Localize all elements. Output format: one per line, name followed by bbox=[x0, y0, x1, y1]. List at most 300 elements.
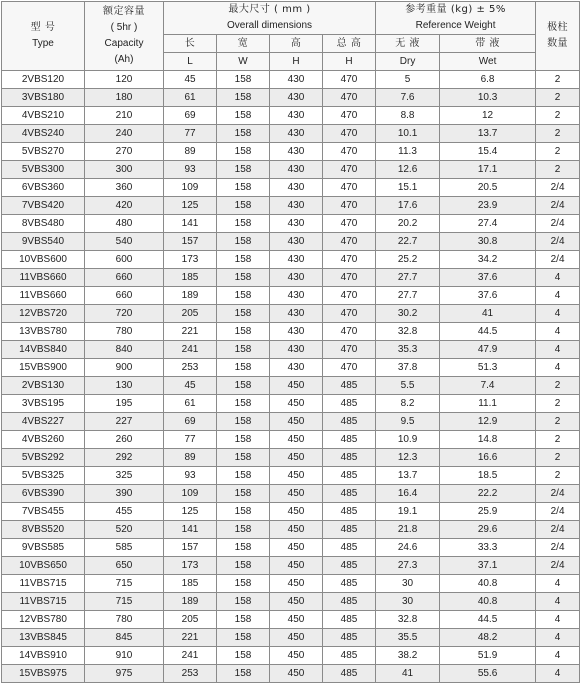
cell-poles: 2 bbox=[536, 377, 580, 395]
cell-height: 450 bbox=[270, 413, 323, 431]
cell-type: 14VBS910 bbox=[2, 647, 85, 665]
cell-height: 450 bbox=[270, 503, 323, 521]
cell-dry-weight: 15.1 bbox=[376, 179, 440, 197]
cell-wet-weight: 37.6 bbox=[440, 269, 536, 287]
cell-type: 15VBS900 bbox=[2, 359, 85, 377]
cell-wet-weight: 12 bbox=[440, 107, 536, 125]
cell-height: 430 bbox=[270, 107, 323, 125]
cell-wet-weight: 44.5 bbox=[440, 323, 536, 341]
cell-dry-weight: 5.5 bbox=[376, 377, 440, 395]
cell-width: 158 bbox=[217, 593, 270, 611]
table-row bbox=[2, 269, 580, 287]
cell-poles: 2/4 bbox=[536, 503, 580, 521]
cell-total-height: 470 bbox=[323, 71, 376, 89]
cell-type: 11VBS660 bbox=[2, 269, 85, 287]
header-length-en: L bbox=[164, 53, 217, 71]
table-row bbox=[2, 107, 580, 125]
cell-length: 89 bbox=[164, 143, 217, 161]
cell-poles: 2 bbox=[536, 143, 580, 161]
cell-total-height: 470 bbox=[323, 179, 376, 197]
cell-poles: 2 bbox=[536, 89, 580, 107]
cell-total-height: 470 bbox=[323, 287, 376, 305]
cell-total-height: 470 bbox=[323, 161, 376, 179]
cell-poles: 2/4 bbox=[536, 557, 580, 575]
cell-wet-weight: 16.6 bbox=[440, 449, 536, 467]
cell-capacity: 840 bbox=[85, 341, 164, 359]
cell-height: 450 bbox=[270, 485, 323, 503]
cell-height: 430 bbox=[270, 179, 323, 197]
cell-wet-weight: 37.1 bbox=[440, 557, 536, 575]
cell-height: 450 bbox=[270, 647, 323, 665]
cell-type: 8VBS480 bbox=[2, 215, 85, 233]
table-row bbox=[2, 287, 580, 305]
cell-width: 158 bbox=[217, 431, 270, 449]
cell-dry-weight: 27.3 bbox=[376, 557, 440, 575]
cell-total-height: 470 bbox=[323, 269, 376, 287]
cell-total-height: 485 bbox=[323, 521, 376, 539]
cell-capacity: 780 bbox=[85, 323, 164, 341]
cell-poles: 4 bbox=[536, 287, 580, 305]
cell-length: 253 bbox=[164, 359, 217, 377]
cell-poles: 2/4 bbox=[536, 179, 580, 197]
cell-capacity: 130 bbox=[85, 377, 164, 395]
cell-total-height: 485 bbox=[323, 665, 376, 683]
cell-length: 93 bbox=[164, 467, 217, 485]
cell-wet-weight: 51.3 bbox=[440, 359, 536, 377]
cell-height: 450 bbox=[270, 575, 323, 593]
header-capacity-unit: (Ah) bbox=[114, 54, 134, 65]
header-total-height-zh: 总 高 bbox=[323, 35, 376, 53]
cell-total-height: 485 bbox=[323, 413, 376, 431]
cell-poles: 2 bbox=[536, 449, 580, 467]
header-dimensions-zh: 最大尺寸 ( mm ) bbox=[228, 4, 311, 15]
cell-height: 430 bbox=[270, 197, 323, 215]
cell-dry-weight: 32.8 bbox=[376, 611, 440, 629]
cell-width: 158 bbox=[217, 377, 270, 395]
cell-length: 45 bbox=[164, 71, 217, 89]
cell-type: 11VBS715 bbox=[2, 575, 85, 593]
cell-wet-weight: 34.2 bbox=[440, 251, 536, 269]
cell-poles: 4 bbox=[536, 629, 580, 647]
cell-capacity: 227 bbox=[85, 413, 164, 431]
cell-height: 450 bbox=[270, 467, 323, 485]
cell-height: 430 bbox=[270, 215, 323, 233]
cell-length: 157 bbox=[164, 233, 217, 251]
cell-total-height: 470 bbox=[323, 323, 376, 341]
table-row bbox=[2, 89, 580, 107]
cell-width: 158 bbox=[217, 323, 270, 341]
cell-width: 158 bbox=[217, 611, 270, 629]
cell-type: 5VBS292 bbox=[2, 449, 85, 467]
cell-dry-weight: 41 bbox=[376, 665, 440, 683]
cell-wet-weight: 13.7 bbox=[440, 125, 536, 143]
cell-height: 450 bbox=[270, 395, 323, 413]
cell-type: 4VBS227 bbox=[2, 413, 85, 431]
cell-wet-weight: 40.8 bbox=[440, 575, 536, 593]
cell-height: 430 bbox=[270, 251, 323, 269]
table-row bbox=[2, 611, 580, 629]
cell-capacity: 660 bbox=[85, 287, 164, 305]
cell-wet-weight: 40.8 bbox=[440, 593, 536, 611]
cell-length: 109 bbox=[164, 179, 217, 197]
cell-type: 13VBS780 bbox=[2, 323, 85, 341]
header-weight-en: Reference Weight bbox=[415, 20, 496, 31]
table-row bbox=[2, 665, 580, 683]
cell-wet-weight: 55.6 bbox=[440, 665, 536, 683]
header-width-zh: 宽 bbox=[217, 35, 270, 53]
header-height-en: H bbox=[270, 53, 323, 71]
cell-width: 158 bbox=[217, 467, 270, 485]
cell-capacity: 292 bbox=[85, 449, 164, 467]
table-row bbox=[2, 359, 580, 377]
cell-total-height: 485 bbox=[323, 467, 376, 485]
cell-dry-weight: 5 bbox=[376, 71, 440, 89]
cell-total-height: 485 bbox=[323, 647, 376, 665]
header-poles-zh-1: 极柱 bbox=[547, 22, 569, 33]
table-row bbox=[2, 449, 580, 467]
cell-wet-weight: 33.3 bbox=[440, 539, 536, 557]
cell-width: 158 bbox=[217, 71, 270, 89]
cell-wet-weight: 18.5 bbox=[440, 467, 536, 485]
cell-total-height: 485 bbox=[323, 485, 376, 503]
cell-height: 430 bbox=[270, 233, 323, 251]
cell-poles: 4 bbox=[536, 341, 580, 359]
cell-capacity: 325 bbox=[85, 467, 164, 485]
cell-capacity: 910 bbox=[85, 647, 164, 665]
cell-length: 205 bbox=[164, 611, 217, 629]
cell-width: 158 bbox=[217, 179, 270, 197]
cell-height: 450 bbox=[270, 449, 323, 467]
cell-width: 158 bbox=[217, 449, 270, 467]
cell-height: 450 bbox=[270, 431, 323, 449]
cell-capacity: 845 bbox=[85, 629, 164, 647]
cell-wet-weight: 41 bbox=[440, 305, 536, 323]
cell-dry-weight: 37.8 bbox=[376, 359, 440, 377]
cell-dry-weight: 11.3 bbox=[376, 143, 440, 161]
table-row bbox=[2, 413, 580, 431]
cell-type: 10VBS600 bbox=[2, 251, 85, 269]
cell-width: 158 bbox=[217, 287, 270, 305]
cell-length: 185 bbox=[164, 269, 217, 287]
cell-type: 2VBS120 bbox=[2, 71, 85, 89]
cell-wet-weight: 30.8 bbox=[440, 233, 536, 251]
cell-height: 430 bbox=[270, 269, 323, 287]
cell-length: 69 bbox=[164, 413, 217, 431]
cell-total-height: 485 bbox=[323, 503, 376, 521]
cell-height: 450 bbox=[270, 557, 323, 575]
cell-length: 61 bbox=[164, 89, 217, 107]
cell-length: 221 bbox=[164, 323, 217, 341]
cell-dry-weight: 16.4 bbox=[376, 485, 440, 503]
cell-wet-weight: 6.8 bbox=[440, 71, 536, 89]
cell-width: 158 bbox=[217, 575, 270, 593]
cell-poles: 4 bbox=[536, 305, 580, 323]
cell-poles: 2 bbox=[536, 125, 580, 143]
cell-length: 241 bbox=[164, 341, 217, 359]
cell-poles: 2/4 bbox=[536, 215, 580, 233]
table-row bbox=[2, 521, 580, 539]
cell-dry-weight: 19.1 bbox=[376, 503, 440, 521]
cell-dry-weight: 10.1 bbox=[376, 125, 440, 143]
cell-width: 158 bbox=[217, 485, 270, 503]
cell-type: 5VBS270 bbox=[2, 143, 85, 161]
cell-height: 430 bbox=[270, 71, 323, 89]
header-weight-zh: 参考重量 (kg) ± 5% bbox=[405, 4, 506, 15]
table-row bbox=[2, 395, 580, 413]
cell-dry-weight: 38.2 bbox=[376, 647, 440, 665]
table-row bbox=[2, 485, 580, 503]
cell-wet-weight: 29.6 bbox=[440, 521, 536, 539]
cell-width: 158 bbox=[217, 665, 270, 683]
cell-capacity: 390 bbox=[85, 485, 164, 503]
header-height-zh: 高 bbox=[270, 35, 323, 53]
table-row bbox=[2, 305, 580, 323]
cell-height: 450 bbox=[270, 521, 323, 539]
cell-wet-weight: 7.4 bbox=[440, 377, 536, 395]
table-row bbox=[2, 341, 580, 359]
cell-dry-weight: 35.3 bbox=[376, 341, 440, 359]
cell-width: 158 bbox=[217, 89, 270, 107]
cell-capacity: 455 bbox=[85, 503, 164, 521]
cell-height: 430 bbox=[270, 287, 323, 305]
table-row bbox=[2, 125, 580, 143]
cell-type: 12VBS720 bbox=[2, 305, 85, 323]
header-type bbox=[2, 2, 85, 71]
cell-dry-weight: 25.2 bbox=[376, 251, 440, 269]
cell-poles: 4 bbox=[536, 593, 580, 611]
cell-width: 158 bbox=[217, 233, 270, 251]
cell-total-height: 485 bbox=[323, 629, 376, 647]
cell-type: 5VBS300 bbox=[2, 161, 85, 179]
cell-dry-weight: 30 bbox=[376, 575, 440, 593]
cell-width: 158 bbox=[217, 521, 270, 539]
cell-type: 11VBS715 bbox=[2, 593, 85, 611]
cell-capacity: 715 bbox=[85, 593, 164, 611]
cell-height: 430 bbox=[270, 161, 323, 179]
cell-type: 3VBS195 bbox=[2, 395, 85, 413]
cell-dry-weight: 7.6 bbox=[376, 89, 440, 107]
cell-height: 430 bbox=[270, 359, 323, 377]
cell-capacity: 540 bbox=[85, 233, 164, 251]
cell-capacity: 520 bbox=[85, 521, 164, 539]
cell-total-height: 470 bbox=[323, 215, 376, 233]
cell-dry-weight: 21.8 bbox=[376, 521, 440, 539]
table-row bbox=[2, 71, 580, 89]
cell-capacity: 900 bbox=[85, 359, 164, 377]
cell-dry-weight: 30 bbox=[376, 593, 440, 611]
cell-wet-weight: 47.9 bbox=[440, 341, 536, 359]
header-weight bbox=[376, 2, 536, 35]
cell-capacity: 660 bbox=[85, 269, 164, 287]
cell-length: 93 bbox=[164, 161, 217, 179]
cell-dry-weight: 30.2 bbox=[376, 305, 440, 323]
cell-length: 141 bbox=[164, 521, 217, 539]
cell-poles: 2 bbox=[536, 107, 580, 125]
cell-poles: 2 bbox=[536, 161, 580, 179]
cell-length: 109 bbox=[164, 485, 217, 503]
cell-dry-weight: 27.7 bbox=[376, 287, 440, 305]
table-row bbox=[2, 539, 580, 557]
header-length-zh: 长 bbox=[164, 35, 217, 53]
cell-width: 158 bbox=[217, 413, 270, 431]
cell-dry-weight: 8.8 bbox=[376, 107, 440, 125]
cell-poles: 4 bbox=[536, 647, 580, 665]
cell-height: 430 bbox=[270, 323, 323, 341]
cell-width: 158 bbox=[217, 143, 270, 161]
cell-wet-weight: 10.3 bbox=[440, 89, 536, 107]
cell-capacity: 420 bbox=[85, 197, 164, 215]
header-wet-en: Wet bbox=[440, 53, 536, 71]
cell-type: 11VBS660 bbox=[2, 287, 85, 305]
cell-dry-weight: 10.9 bbox=[376, 431, 440, 449]
table-row bbox=[2, 377, 580, 395]
cell-width: 158 bbox=[217, 557, 270, 575]
cell-height: 430 bbox=[270, 125, 323, 143]
cell-capacity: 780 bbox=[85, 611, 164, 629]
cell-length: 173 bbox=[164, 557, 217, 575]
cell-wet-weight: 48.2 bbox=[440, 629, 536, 647]
cell-type: 7VBS455 bbox=[2, 503, 85, 521]
cell-width: 158 bbox=[217, 629, 270, 647]
cell-dry-weight: 32.8 bbox=[376, 323, 440, 341]
table-row bbox=[2, 557, 580, 575]
header-dry-en: Dry bbox=[376, 53, 440, 71]
cell-length: 77 bbox=[164, 431, 217, 449]
cell-type: 13VBS845 bbox=[2, 629, 85, 647]
cell-type: 6VBS360 bbox=[2, 179, 85, 197]
cell-length: 125 bbox=[164, 503, 217, 521]
cell-dry-weight: 12.6 bbox=[376, 161, 440, 179]
cell-height: 430 bbox=[270, 341, 323, 359]
cell-length: 189 bbox=[164, 593, 217, 611]
header-capacity-en: Capacity bbox=[104, 38, 144, 49]
cell-height: 450 bbox=[270, 377, 323, 395]
cell-type: 4VBS210 bbox=[2, 107, 85, 125]
table-row bbox=[2, 197, 580, 215]
cell-type: 4VBS240 bbox=[2, 125, 85, 143]
header-poles-zh-2: 数量 bbox=[547, 38, 569, 49]
cell-dry-weight: 9.5 bbox=[376, 413, 440, 431]
cell-height: 450 bbox=[270, 611, 323, 629]
cell-capacity: 210 bbox=[85, 107, 164, 125]
cell-type: 12VBS780 bbox=[2, 611, 85, 629]
cell-width: 158 bbox=[217, 395, 270, 413]
cell-poles: 2/4 bbox=[536, 197, 580, 215]
cell-total-height: 470 bbox=[323, 359, 376, 377]
cell-poles: 2/4 bbox=[536, 485, 580, 503]
cell-poles: 4 bbox=[536, 359, 580, 377]
cell-dry-weight: 20.2 bbox=[376, 215, 440, 233]
cell-wet-weight: 17.1 bbox=[440, 161, 536, 179]
cell-width: 158 bbox=[217, 305, 270, 323]
cell-type: 8VBS520 bbox=[2, 521, 85, 539]
cell-total-height: 485 bbox=[323, 593, 376, 611]
table-row bbox=[2, 575, 580, 593]
cell-width: 158 bbox=[217, 359, 270, 377]
cell-poles: 2/4 bbox=[536, 521, 580, 539]
header-width-en: W bbox=[217, 53, 270, 71]
header-dimensions bbox=[164, 2, 376, 35]
cell-length: 185 bbox=[164, 575, 217, 593]
cell-type: 15VBS975 bbox=[2, 665, 85, 683]
cell-height: 450 bbox=[270, 629, 323, 647]
cell-dry-weight: 27.7 bbox=[376, 269, 440, 287]
cell-type: 9VBS585 bbox=[2, 539, 85, 557]
cell-capacity: 180 bbox=[85, 89, 164, 107]
cell-poles: 4 bbox=[536, 611, 580, 629]
cell-total-height: 485 bbox=[323, 431, 376, 449]
cell-total-height: 485 bbox=[323, 539, 376, 557]
cell-poles: 4 bbox=[536, 269, 580, 287]
cell-height: 430 bbox=[270, 143, 323, 161]
cell-dry-weight: 12.3 bbox=[376, 449, 440, 467]
cell-capacity: 270 bbox=[85, 143, 164, 161]
cell-total-height: 470 bbox=[323, 125, 376, 143]
cell-height: 450 bbox=[270, 539, 323, 557]
cell-length: 45 bbox=[164, 377, 217, 395]
cell-width: 158 bbox=[217, 161, 270, 179]
cell-width: 158 bbox=[217, 503, 270, 521]
cell-poles: 4 bbox=[536, 323, 580, 341]
table-row bbox=[2, 647, 580, 665]
cell-length: 253 bbox=[164, 665, 217, 683]
table-row bbox=[2, 143, 580, 161]
header-poles bbox=[536, 2, 580, 71]
cell-capacity: 650 bbox=[85, 557, 164, 575]
cell-length: 141 bbox=[164, 215, 217, 233]
cell-dry-weight: 13.7 bbox=[376, 467, 440, 485]
cell-total-height: 485 bbox=[323, 395, 376, 413]
table-row bbox=[2, 179, 580, 197]
cell-capacity: 720 bbox=[85, 305, 164, 323]
cell-type: 7VBS420 bbox=[2, 197, 85, 215]
cell-length: 125 bbox=[164, 197, 217, 215]
table-row bbox=[2, 215, 580, 233]
table-body bbox=[2, 71, 580, 683]
cell-length: 69 bbox=[164, 107, 217, 125]
table-row bbox=[2, 503, 580, 521]
header-capacity-rate: ( 5hr ) bbox=[110, 22, 138, 33]
cell-capacity: 975 bbox=[85, 665, 164, 683]
cell-wet-weight: 37.6 bbox=[440, 287, 536, 305]
cell-poles: 2/4 bbox=[536, 251, 580, 269]
cell-length: 77 bbox=[164, 125, 217, 143]
header-type-en: Type bbox=[32, 38, 54, 49]
table-row bbox=[2, 323, 580, 341]
cell-total-height: 470 bbox=[323, 233, 376, 251]
cell-total-height: 470 bbox=[323, 89, 376, 107]
cell-length: 189 bbox=[164, 287, 217, 305]
table-row bbox=[2, 251, 580, 269]
cell-capacity: 260 bbox=[85, 431, 164, 449]
header-total-height-en: H bbox=[323, 53, 376, 71]
header-wet-zh: 带 液 bbox=[440, 35, 536, 53]
header-capacity-zh: 额定容量 bbox=[103, 6, 145, 17]
table-row bbox=[2, 629, 580, 647]
cell-poles: 4 bbox=[536, 665, 580, 683]
cell-width: 158 bbox=[217, 197, 270, 215]
cell-poles: 2/4 bbox=[536, 233, 580, 251]
cell-total-height: 470 bbox=[323, 251, 376, 269]
cell-length: 205 bbox=[164, 305, 217, 323]
table-row bbox=[2, 233, 580, 251]
cell-type: 2VBS130 bbox=[2, 377, 85, 395]
cell-total-height: 470 bbox=[323, 143, 376, 161]
cell-total-height: 470 bbox=[323, 197, 376, 215]
cell-wet-weight: 14.8 bbox=[440, 431, 536, 449]
cell-total-height: 470 bbox=[323, 107, 376, 125]
table-row bbox=[2, 161, 580, 179]
